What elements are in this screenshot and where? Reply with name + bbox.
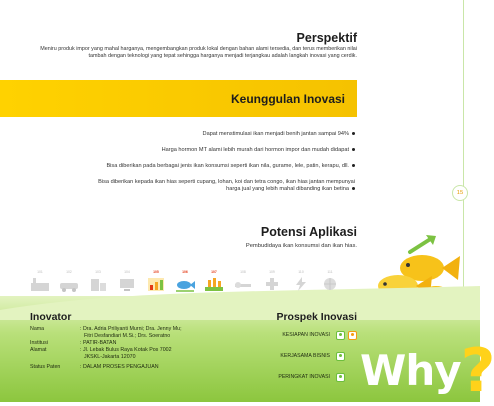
sector-number: 105 xyxy=(153,270,159,274)
sector-item xyxy=(318,270,342,296)
row-value xyxy=(80,326,230,340)
row-key: Status Paten xyxy=(30,364,61,370)
sector-item xyxy=(289,270,313,296)
sector-item xyxy=(260,270,284,296)
agriculture-icon xyxy=(203,275,225,293)
prospek-list xyxy=(230,330,360,393)
sector-item xyxy=(231,270,255,296)
sector-item xyxy=(173,270,197,296)
row-value xyxy=(80,347,230,361)
why-text: Why xyxy=(360,346,461,395)
sector-number: 102 xyxy=(66,270,72,274)
question-mark: ? xyxy=(460,336,494,406)
benefit-text: Harga hormon MT alami lebih murah dari hormon impor dan mudah didapat xyxy=(161,147,349,153)
bullet-icon xyxy=(352,164,355,167)
row-key: Alamat xyxy=(30,347,47,353)
benefit-list xyxy=(25,131,355,202)
page-number: 15 xyxy=(452,185,468,201)
bullet-icon xyxy=(352,148,355,151)
why-logo xyxy=(360,330,494,406)
chart-icon xyxy=(145,275,167,293)
row-key: Nama xyxy=(30,326,45,332)
row-value xyxy=(80,340,230,347)
perspektif-paragraph: Meniru produk impor yang mahal harganya, mengembangkan produk lokal dengan bahan alami tersedia, dan terus memberikan nilai tambah dengan teknologi yang tepat sehingga harganya menjadi terjangkau adalah langkah inovasi yang cerdik. xyxy=(40,46,357,60)
benefit-text: Bisa diberikan pada berbagai jenis ikan konsumsi seperti ikan nila, gurame, lele, patin, kerapu, dll. xyxy=(106,163,349,169)
medical-icon xyxy=(261,275,283,293)
arrow-icon xyxy=(410,235,436,252)
row-line: : PATIR-BATAN xyxy=(80,340,117,346)
inovator-row xyxy=(30,347,230,361)
sector-number: 103 xyxy=(95,270,101,274)
benefit-item xyxy=(25,147,355,154)
benefit-text: Bisa diberikan kepada ikan hias seperti cupang, lohan, koi dan tetra congo, ikan hias jantan mempunyai harga jual yang lebih mahal dibanding ikan betina xyxy=(98,179,355,192)
car-icon xyxy=(58,275,80,293)
inovator-row xyxy=(30,364,230,371)
prospek-row xyxy=(230,351,360,361)
sector-number: 110 xyxy=(298,270,304,274)
green-rating-icon xyxy=(336,352,345,361)
row-line: Fitri Desfandiari M.Si.; Drs. Soeratno xyxy=(84,333,171,339)
inovator-details xyxy=(30,326,230,371)
row-key: Institusi xyxy=(30,340,48,346)
green-rating-icon xyxy=(336,331,345,340)
sector-item xyxy=(115,270,139,296)
sector-number: 104 xyxy=(124,270,130,274)
sector-number: 107 xyxy=(211,270,217,274)
prospek-row xyxy=(230,372,360,382)
sector-item xyxy=(28,270,52,296)
sector-number: 101 xyxy=(37,270,43,274)
sector-item xyxy=(57,270,81,296)
inovator-heading: Inovator xyxy=(30,311,72,323)
sector-number: 111 xyxy=(327,270,333,274)
potensi-heading: Potensi Aplikasi xyxy=(260,225,357,239)
perspektif-heading: Perspektif xyxy=(296,31,357,45)
benefit-item xyxy=(25,179,355,193)
row-value xyxy=(80,364,230,371)
sector-icon-row xyxy=(28,270,348,298)
sector-item xyxy=(202,270,226,296)
row-line: : DALAM PROSES PENGAJUAN xyxy=(80,364,159,370)
prospek-label: PERINGKAT INOVASI xyxy=(278,374,330,380)
tools-icon xyxy=(232,275,254,293)
sector-number: 106 xyxy=(182,270,188,274)
building-icon xyxy=(87,275,109,293)
prospek-label: KERJASAMA BISNIS xyxy=(280,353,330,359)
potensi-text: Pembudidaya ikan konsumsi dan ikan hias. xyxy=(245,243,357,249)
prospek-row xyxy=(230,330,360,340)
factory-icon xyxy=(29,275,51,293)
orange-rating-icon xyxy=(348,331,357,340)
bullet-icon xyxy=(352,132,355,135)
inovator-row xyxy=(30,326,230,340)
sector-number: 108 xyxy=(240,270,246,274)
green-rating-icon xyxy=(336,373,345,382)
prospek-heading: Prospek Inovasi xyxy=(276,311,357,323)
prospek-label: KESIAPAN INOVASI xyxy=(282,332,330,338)
sector-item xyxy=(86,270,110,296)
row-line: : Dra. Adria Priliyanti Murni; Dra. Jenny Mu; xyxy=(80,326,182,332)
fish-icon xyxy=(174,275,196,293)
keunggulan-banner xyxy=(0,80,357,117)
sector-item xyxy=(144,270,168,296)
benefit-item xyxy=(25,131,355,138)
keunggulan-heading: Keunggulan Inovasi xyxy=(230,92,345,106)
bullet-icon xyxy=(352,187,355,190)
sector-number: 109 xyxy=(269,270,275,274)
computer-icon xyxy=(116,275,138,293)
globe-icon xyxy=(319,275,341,293)
row-line: : Jl. Lebak Bulus Raya Kotak Pos 7002 xyxy=(80,347,172,353)
row-line: JKSKL-Jakarta 12070 xyxy=(84,354,136,360)
inovator-row xyxy=(30,340,230,347)
benefit-item xyxy=(25,163,355,170)
energy-icon xyxy=(290,275,312,293)
benefit-text: Dapat menstimulasi ikan menjadi benih jantan sampai 94% xyxy=(202,131,349,137)
